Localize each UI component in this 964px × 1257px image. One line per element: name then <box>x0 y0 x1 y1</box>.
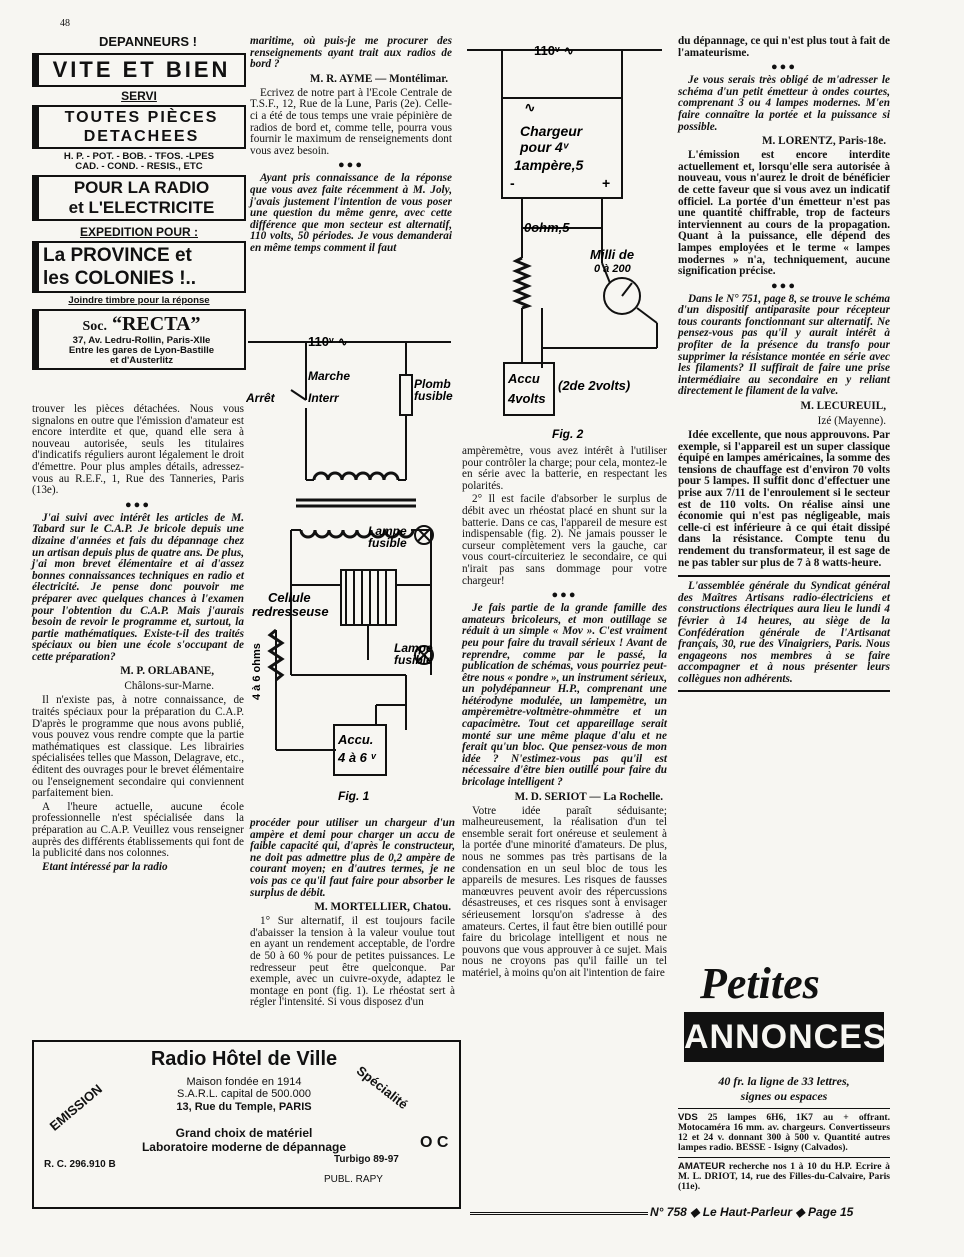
col3-answer-1: ampèremètre, vous avez intérêt à l'utiliser pour contrôler la charge; pour cela, montez-le en série avec la batterie, en respectant les polarités. <box>462 445 667 492</box>
figure-1-schematic <box>246 330 456 810</box>
pour-box <box>32 175 246 221</box>
notice-rule-bottom <box>678 690 890 692</box>
col2-question-1: Ayant pris connaissance de la réponse que vous avez faite récemment à M. Joly, j'avais justement l'intention de vous poser une question du même genre, avec cette différence que mon secteur est alternatif, 110 volts, 50 périodes. Je vous demanderai en même temps comment il faut <box>250 172 452 254</box>
fig1-caption: Fig. 1 <box>338 789 370 803</box>
col3-signature: M. D. SERIOT — La Rochelle. <box>514 790 663 803</box>
petites-ad-2-text: recherche nos 1 à 10 du H.P. Ecrire à M. L. DRIOT, 14, rue des Filles-du-Calvaire, Paris (11e). <box>678 1161 890 1192</box>
petites-annonces <box>678 960 890 1194</box>
petites-ad-2-lead: AMATEUR <box>678 1161 726 1172</box>
fig2-pour-label: pour 4ᵛ <box>520 139 569 155</box>
fig2-caption: Fig. 2 <box>552 427 584 441</box>
col2-answer-2: 1° Sur alternatif, il est toujours facile d'abaisser la tension à la valeur voulue tout en ayant un rendement acceptable, de l'ordre de 50 à 60 % pour de petites puissances. Le redresseur peut être quelconque. Par exemple, avec un cuivre-oxyde, adaptez le montage en pont (fig. 1). Le rhéostat sert à régler l'intensité. Si vous disposez d'un <box>250 915 455 1009</box>
radio-hotel-ad <box>32 1040 461 1209</box>
province-line-1: La PROVINCE et <box>43 245 192 266</box>
column-2-top <box>250 36 452 257</box>
col1-signature-1-city: Châlons-sur-Marne. <box>124 680 214 693</box>
col4-signature-2-city: Izé (Mayenne). <box>817 415 886 428</box>
col1-answer-3: A l'heure actuelle, aucune école professionnelle n'est spécialisée dans la préparation au C.A.P. Veuillez vous renseigner auprès des différents établissements qui font de la publicité dans nos colonnes. <box>32 800 244 860</box>
specialite-label: Spécialité <box>353 1062 411 1113</box>
col4-question-2: Dans le N° 751, page 8, se trouve le schéma d'un dispositif antiparasite pour récepteur tous courants fonctionnant sur alternatif. Ne pensez-vous pas qu'il y aurait intérêt à profiter de la présence du transfo pour supprimer la résistance montée en série avec les filaments? Il suffirait de faire une prise intermédiaire au secondaire en y reliant directement le filament de la valve. <box>678 292 890 398</box>
fig2-volts-label: 4volts <box>508 391 546 406</box>
col4-signature-1: M. LORENTZ, Paris-18e. <box>762 135 886 148</box>
fig1-redresseuse-label: redresseuse <box>252 604 329 619</box>
list-line-2: CAD. - COND. - RESIS., ETC <box>75 161 203 172</box>
col2-question-top: maritime, où puis-je me procurer des renseignements ayant trait aux radios de bord ? <box>250 35 452 71</box>
petites-ad-1-lead: VDS <box>678 1112 698 1123</box>
col4-answer-top: du dépannage, ce qui n'est plus tout à fait de l'amateurisme. <box>678 35 890 59</box>
page-footer: N° 758 ◆ Le Haut-Parleur ◆ Page 15 <box>650 1205 854 1219</box>
fig1-arret-label: Arrêt <box>246 391 275 405</box>
col3-answer-2: 2° Il est facile d'absorber le surplus de débit avec un rhéostat placé en shunt sur la batterie. Dans ce cas, l'appareil de mesure est indispensable (fig. 2). Ne jamais pousser le curseur complètement vers la gauche, car vous court-circuiteriez le secondaire, ce qui n'irait pas sans dommage pour votre chargeur! <box>462 493 667 587</box>
fig2-milli-range: 0 à 200 <box>594 263 631 275</box>
col2-answer-1: Ecrivez de notre part à l'Ecole Centrale de T.S.F., 12, Rue de la Lune, Paris (2e). Celle-ci a été de tous temps une vraie pépinière de radios de bord et, comme telle, pourra vous fournir le maximum de renseignements dont vous avez besoin. <box>250 86 452 157</box>
petites-title-script: Petites <box>700 959 820 1008</box>
col4-signature-2: M. LECUREUIL, <box>800 400 886 413</box>
fig1-ohms-label: 4 à 6 ohms <box>251 643 263 700</box>
petites-title-block <box>678 960 890 1070</box>
list-line-1: H. P. - POT. - BOB. - TFOS. -LPES <box>63 151 215 162</box>
recta-address-2: Entre les gares de Lyon-Bastille <box>68 345 215 356</box>
radio-hotel-publ: PUBL. RAPY <box>324 1174 383 1185</box>
fig1-voltage-label: 110ᵛ ∿ <box>308 334 349 349</box>
column-4 <box>678 36 890 692</box>
radio-hotel-line-3: 13, Rue du Temple, PARIS <box>176 1101 312 1113</box>
fig2-milli-label: Milli de <box>590 247 635 262</box>
vite-box: VITE ET BIEN <box>32 53 246 87</box>
radio-hotel-line-4: Grand choix de matériel <box>175 1126 313 1140</box>
col3-answer-3: Votre idée paraît séduisante; malheureusement, la réalisation d'un tel ensemble serait fort onéreuse et seulement à la portée d'une minorité d'amateurs. De plus, nous ne sommes pas très partisans de la condensation en un seul bloc de tous les appareils de mesures. Les risques de fausses manœuvres peuvent avoir des répercussions désastreuses, et ces risques sont à envisager sérieusement lorsqu'on s'adresse à des amateurs. Certes, il faut être bien outillé pour faire du bricolage intelligent et nous ne pouvons que vous approuver à ce sujet. Mais nous ne croyons pas qu'il faille un tel matériel, à moins qu'on ait l'intention de faire <box>462 804 667 979</box>
radio-hotel-turbigo: Turbigo 89-97 <box>334 1154 399 1165</box>
joindre-label: Joindre timbre pour la réponse <box>68 295 210 306</box>
oc-label: O C <box>420 1134 449 1151</box>
separator-dots: ●●● <box>551 589 578 602</box>
petites-price-line-2: signes ou espaces <box>740 1089 828 1103</box>
col3-question: Je fais partie de la grande famille des amateurs bricoleurs, et mon outillage se réduit à un simple « Mov ». C'est vraiment peu pour faire du travail sérieux ! Avant de reprendre, comme par le passé, la publication de schémas, vous pourriez peut-être nous « pondre », un instrument sérieux, un polydépanneur H.P., comprenant une hétérodyne modulée, un lampemètre, un ampèremètre-voltmètre-ohmmètre et un capacimètre. Tout cet appareillage serait monté sur une même plaque d'alu et ne ferait qu'un bloc. Que pensez-vous de mon idée ? N'estimez-vous pas qu'il est nécessaire d'être bien outillé pour faire du bricolage intelligent ? <box>462 602 667 789</box>
fig2-chargeur-label: Chargeur <box>520 123 583 139</box>
recta-name: “RECTA” <box>111 313 201 335</box>
fig1-fusible-3-label: fusible <box>394 653 433 667</box>
figure-2-schematic <box>462 38 667 448</box>
toutes-box <box>32 105 246 149</box>
column-2-bottom <box>250 818 455 1011</box>
separator-dots: ●●● <box>771 61 797 74</box>
fig1-accu-voltage: 4 à 6 ᵛ <box>338 750 376 765</box>
soc-label: Soc. <box>82 319 107 334</box>
fig2-voltage-label: 110ᵛ ∿ <box>534 43 575 58</box>
recta-address-3: et d'Austerlitz <box>109 355 174 366</box>
fig2-ohm-label: 0ohm,5 <box>524 220 570 235</box>
col4-assembly-notice: L'assemblée générale du Syndicat général des Maîtres Artisans radio-électriciens et constructions électriques aura lieu le lundi 4 février à 14 heures, au siège de la Confédération générale de l'Artisanat français, 30, rue des Vinaigriers, Paris. Nous engageons nos membres à se faire accompagner et à nous présenter leurs collègues non adhérents. <box>678 580 890 685</box>
recta-box <box>32 309 246 370</box>
radio-hotel-title: Radio Hôtel de Ville <box>150 1048 338 1070</box>
col1-answer-1: trouver les pièces détachées. Nous vous signalons en outre que l'émission d'amateur est encore interdite et que, quand elle sera à nouveau autorisée, seuls les titulaires d'indicatifs réguliers auront légalement le droit d'émettre. Pour plus amples détails, adressez-vous au R.E.F., 1, Rue des Tanneries, Paris (13e). <box>32 403 244 497</box>
province-line-2: les COLONIES !.. <box>43 268 197 289</box>
emission-label: EMISSION <box>46 1081 105 1134</box>
separator-dots: ●●● <box>338 159 364 172</box>
fig1-interr-label: Interr <box>308 391 339 405</box>
recta-address-1: 37, Av. Ledru-Rollin, Paris-XIIe <box>72 335 211 346</box>
column-3 <box>462 446 667 982</box>
fig1-cellule-label: Cellule <box>268 590 311 605</box>
fig1-lampe-2-label: Lampe <box>394 641 433 655</box>
col2-signature-1: M. R. AYME — Montélimar. <box>309 72 448 85</box>
col1-answer-2: Il n'existe pas, à notre connaissance, de traités spéciaux pour la préparation du C.A.P. D'après le programme que nous avons publié, vous pouvez vous rendre compte que la partie mathématiques est classique. Les librairies spécialisées telles que Masson, Delagrave, etc., éditent des ouvrages pour le brevet élémentaire ou l'enseignement secondaire qui conviennent parfaitement bien. <box>32 694 244 800</box>
notice-rule-top <box>678 575 890 577</box>
petites-ad-1-text: 25 lampes 6H6, 1K7 au + offrant. Motocaméra 16 mm. av. chargeurs. Convertisseurs 12 et 24 v. donnant 300 à 500 v. Quantité autres lampes radio. BESSE - Isigny (Calvados). <box>678 1112 890 1153</box>
radio-hotel-rc: R. C. 296.910 B <box>44 1159 116 1170</box>
radio-hotel-line-2: S.A.R.L. capital de 500.000 <box>177 1088 311 1100</box>
col4-answer-1: L'émission est encore interdite actuellement et, lorsqu'elle sera autorisée à nouveau, vous n'aurez le droit de bénéficier de cette faveur que si vous avez un indicatif officiel. La portée d'un émetteur n'est pas une quantité chiffrable, trop de facteurs interviennent au cours de la propagation. Quant à la puissance, elle dépend des lampes employées et le terme « lampes modernes » n'a, techniquement, aucune signification précise. <box>678 149 890 278</box>
svg-text:-: - <box>510 175 515 191</box>
col4-question-1: Je vous serais très obligé de m'adresser le schéma d'un petit émetteur à ondes courtes, comprenant 3 ou 4 lampes modernes. M'en faire connaître la portée et la puissance si possible. <box>678 74 890 133</box>
fig1-accu-label: Accu. <box>338 732 374 747</box>
pour-line-2: et L'ELECTRICITE <box>68 198 215 217</box>
pour-line-1: POUR LA RADIO <box>73 178 210 197</box>
province-box <box>32 241 246 293</box>
fig2-deux-label: (2de 2volts) <box>558 378 631 393</box>
recta-ad <box>32 34 246 370</box>
footer-rule <box>470 1212 648 1215</box>
svg-text:∿: ∿ <box>524 99 536 115</box>
col1-signature-1: M. P. ORLABANE, <box>120 665 214 678</box>
col4-answer-2: Idée excellente, que nous approuvons. Par exemple, si l'appareil est un super classique équipé en lampes américaines, la somme des tensions de chauffage est d'environ 70 volts pour 5 lampes. Il suffit donc d'effectuer une prise aux 7/11 de l'enroulement si le secteur est de 110 volts. On réalise ainsi une économie qui n'est pas négligeable, mais celle-ci est inférieure à ce qui était dissipé dans la résistance. Compte tenu du rendement du transformateur, il est sage de ne pas tabler sur plus de 7 à 8 watts-heure. <box>678 429 890 569</box>
separator-dots: ●●● <box>125 498 151 511</box>
radio-hotel-line-1: Maison fondée en 1914 <box>186 1076 302 1088</box>
column-1 <box>32 404 244 875</box>
depanneurs-heading: DEPANNEURS ! <box>99 34 197 49</box>
col2-signature-2: M. MORTELLIER, Chatou. <box>314 901 451 914</box>
expedition-label: EXPEDITION POUR : <box>79 225 198 239</box>
detachees-line: DETACHEES <box>83 128 200 145</box>
petites-title-banner: ANNONCES <box>684 1012 884 1062</box>
petites-ad-2 <box>678 1162 890 1192</box>
fig2-accu-label: Accu <box>508 371 540 386</box>
fig1-fusible-2-label: fusible <box>368 536 407 550</box>
fig1-plomb-label: Plomb <box>414 377 451 391</box>
fig2-amp-label: 1ampère,5 <box>514 157 584 173</box>
petites-ad-1 <box>678 1113 890 1153</box>
fig1-fusible-label: fusible <box>414 389 453 403</box>
fig1-lampe-label: Lampe <box>368 524 407 538</box>
col2-question-cont: procéder pour utiliser un chargeur d'un ampère et demi pour charger un accu de faible capacité qui, d'après le constructeur, ne doit pas admettre plus de 0,2 ampère de courant moyen; en d'autres termes, je ne vois pas ce qu'il faut faire pour absorber le surplus de débit. <box>250 817 455 899</box>
toutes-line: TOUTES PIÈCES <box>64 109 219 126</box>
col1-question-2: Etant intéressé par la radio <box>42 860 168 873</box>
fig1-marche-label: Marche <box>308 369 351 383</box>
separator-dots: ●●● <box>771 279 797 292</box>
servi-label: SERVI <box>121 89 157 103</box>
radio-hotel-line-5: Laboratoire moderne de dépannage <box>141 1140 347 1154</box>
petites-price-line-1: 40 fr. la ligne de 33 lettres, <box>718 1074 850 1088</box>
svg-text:+: + <box>602 175 611 191</box>
corner-mark: 48 <box>60 18 70 29</box>
col1-question-1: J'ai suivi avec intérêt les articles de M. Tabard sur le C.A.P. Je bricole depuis une dizaine d'années et fais du dépannage chez un artisan depuis plus de quatre ans. De plus, j'ai mon brevet élémentaire et ai d'assez bonnes connaissances techniques en radio et électricité. Je pense donc pouvoir me préparer avec quelques chances à l'examen pour l'obtention du C.A.P. Mais j'aurais besoin de revoir le programme et, surtout, la partie mathématiques. Existe-t-il des traités spéciaux ou bien une école s'occupant de cette préparation? <box>32 511 244 663</box>
